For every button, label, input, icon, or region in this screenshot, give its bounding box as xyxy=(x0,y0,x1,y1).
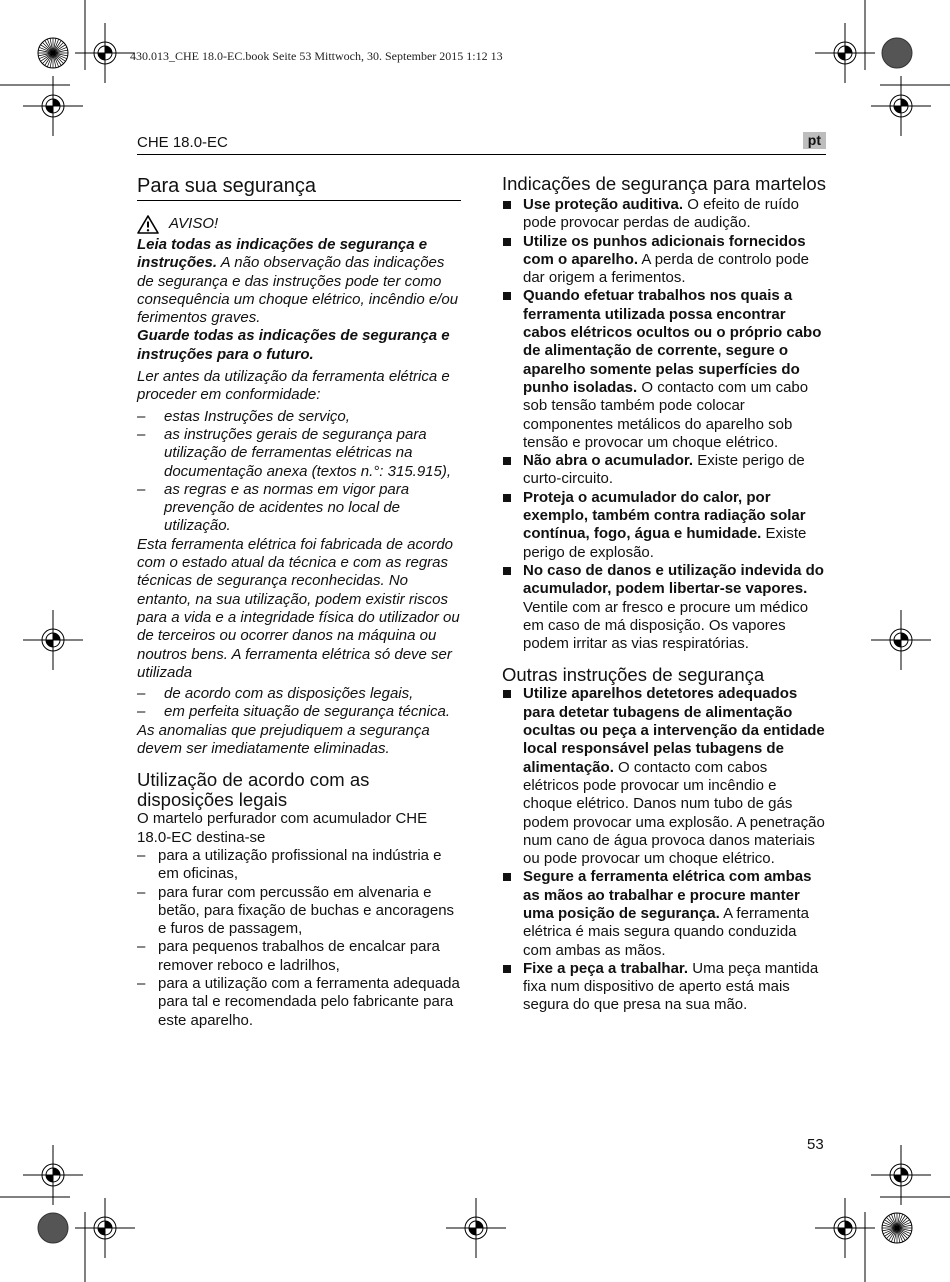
list-item: – estas Instruções de serviço, xyxy=(137,408,461,426)
use-list xyxy=(137,685,461,722)
right-column xyxy=(502,174,826,1015)
read-list xyxy=(137,408,461,536)
anomalies-paragraph: As anomalias que prejudiquem a segurança devem ser imediatamente eliminadas. xyxy=(137,721,430,758)
list-item: Use proteção auditiva. O efeito de ruído pode provocar perdas de audição. xyxy=(502,196,826,233)
section-title-hammer-safety: Indicações de segurança para martelos xyxy=(502,173,826,194)
page-number: 53 xyxy=(807,1136,824,1153)
manufacturing-paragraph: Esta ferramenta elétrica foi fabricada de acordo com o estado atual da técnica e com as regras técnicas de segurança reconhecidas. No entanto, na sua utilização, podem existir riscos para a vida e a integridade física do utilizador ou de terceiros ou ocorrer danos na máquina ou noutros bens. A ferramenta elétrica só deve ser utilizada xyxy=(137,535,460,681)
list-item: Proteja o acumulador do calor, por exemplo, também contra radiação solar contínua, fogo, água e humidade. Existe perigo de explosão. xyxy=(502,489,826,562)
read-intro: Ler antes da utilização da ferramenta elétrica e proceder em conformidade: xyxy=(137,368,450,404)
warning-text-1: A não observação das indicações de segurança e das instruções pode ter como consequência um choque elétrico, incêndio e/ou ferimentos graves. xyxy=(137,254,459,327)
intended-use-intro: O martelo perfurador com acumulador CHE 18.0-EC destina-se xyxy=(137,810,428,846)
list-item: – de acordo com as disposições legais, xyxy=(137,685,461,703)
list-item: Segure a ferramenta elétrica com ambas as mãos ao trabalhar e procure manter uma posição de segurança. A ferramenta elétrica é mais segura quando conduzida com ambas as mãos. xyxy=(502,868,826,959)
header-model: CHE 18.0-EC xyxy=(137,134,228,151)
hammer-safety-list xyxy=(502,196,826,653)
warning-text xyxy=(137,236,461,327)
page-header xyxy=(137,132,826,155)
print-info-line: 430.013_CHE 18.0-EC.book Seite 53 Mittwoch, 30. September 2015 1:12 13 xyxy=(130,49,503,63)
section-title-safety: Para sua segurança xyxy=(137,174,461,201)
list-item: – para furar com percussão em alvenaria e betão, para fixação de buchas e ancoragens e furos de passagem, xyxy=(137,884,461,939)
list-item: Utilize aparelhos detetores adequados para detetar tubagens de alimentação ocultas ou peça a intervenção da entidade local responsável pelas tubagens de alimentação. O contacto com cabos elétricos pode provocar um incêndio e choque elétrico. Danos num tubo de gás podem provocar uma explosão. A penetração num cano de água provoca danos materiais ou pode provocar um choque elétrico. xyxy=(502,685,826,868)
list-item: Não abra o acumulador. Existe perigo de curto-circuito. xyxy=(502,452,826,489)
list-item: – em perfeita situação de segurança técnica. xyxy=(137,703,461,721)
section-title-intended-use: Utilização de acordo com as disposições legais xyxy=(137,769,370,811)
warning-bold-2: Guarde todas as indicações de segurança e instruções para o futuro. xyxy=(137,327,450,363)
list-item: Quando efetuar trabalhos nos quais a ferramenta utilizada possa encontrar cabos elétricos ocultos ou o próprio cabo de alimentação de corrente, segure o aparelho somente pelas superfícies do punho isoladas. O contacto com um cabo sob tensão também pode colocar componentes metálicos do aparelho sob tensão e provocar um choque elétrico. xyxy=(502,287,826,452)
warning-label: AVISO! xyxy=(169,215,219,233)
warning-triangle-icon xyxy=(137,215,159,234)
section-title-other-safety: Outras instruções de segurança xyxy=(502,664,765,686)
list-item: – as regras e as normas em vigor para prevenção de acidentes no local de utilização. xyxy=(137,481,461,536)
list-item: No caso de danos e utilização indevida do acumulador, podem libertar-se vapores. Ventile com ar fresco e procure um médico em caso de má disposição. Os vapores podem irritar as vias respiratórias. xyxy=(502,562,826,653)
list-item: Fixe a peça a trabalhar. Uma peça mantida fixa num dispositivo de aperto está mais segura do que presa na sua mão. xyxy=(502,960,826,1015)
other-safety-list xyxy=(502,685,826,1014)
list-item: – para pequenos trabalhos de encalcar para remover reboco e ladrilhos, xyxy=(137,938,461,975)
intended-use-list xyxy=(137,847,461,1030)
language-tag: pt xyxy=(803,132,826,149)
left-column xyxy=(137,174,461,1030)
list-item: – para a utilização profissional na indústria e em oficinas, xyxy=(137,847,461,884)
list-item: – as instruções gerais de segurança para utilização de ferramentas elétricas na documentação anexa (textos n.°: 315.915), xyxy=(137,426,461,481)
warning-bold-1: Leia todas as indicações de segurança e instruções. xyxy=(137,236,428,272)
list-item: Utilize os punhos adicionais fornecidos com o aparelho. A perda de controlo pode dar origem a ferimentos. xyxy=(502,233,826,288)
warning-heading xyxy=(137,215,461,234)
list-item: – para a utilização com a ferramenta adequada para tal e recomendada pelo fabricante para este aparelho. xyxy=(137,975,461,1030)
